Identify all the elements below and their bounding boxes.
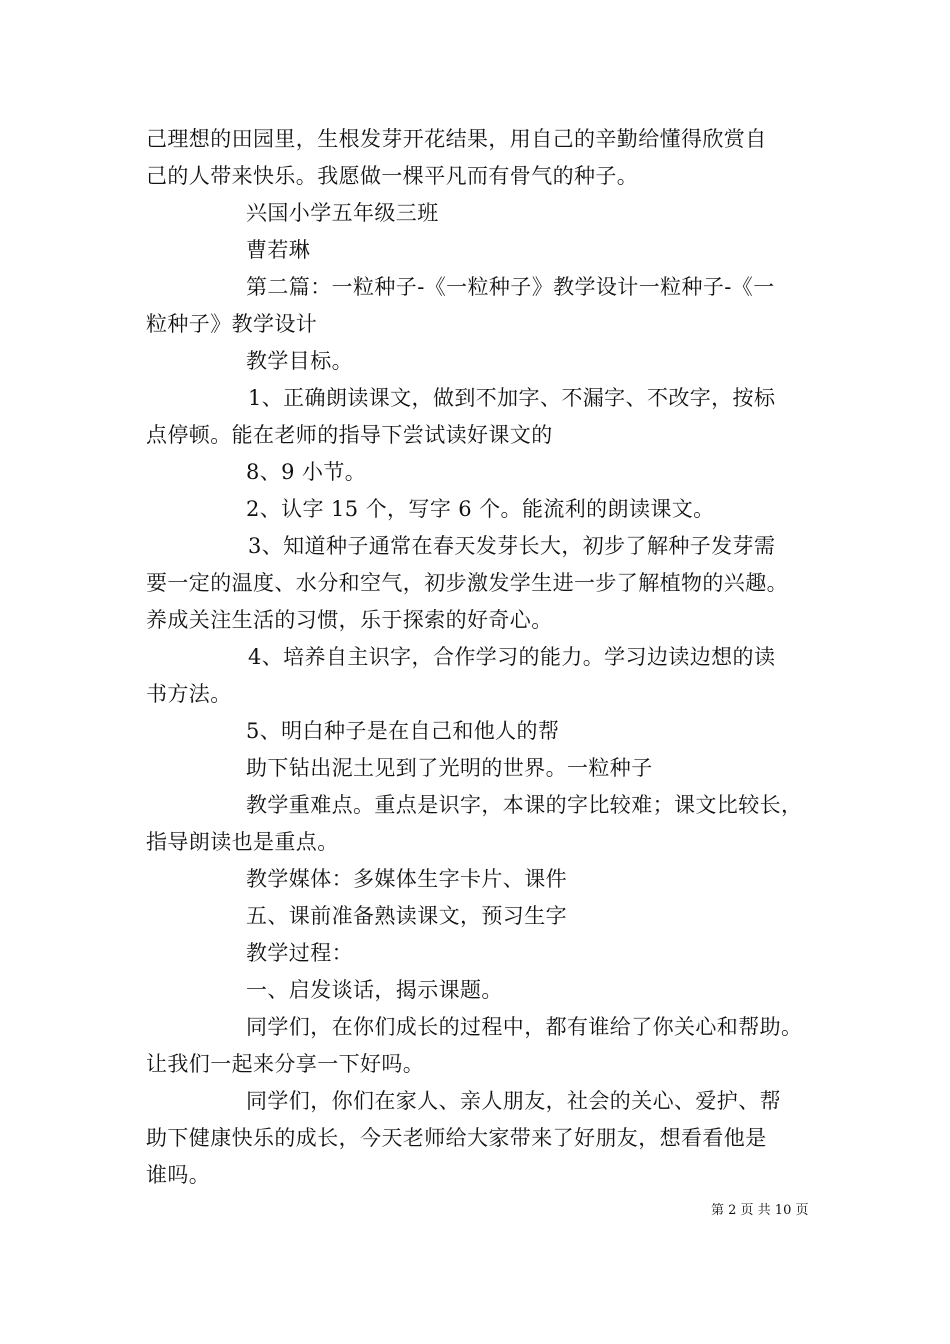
text-line: 一、启发谈话，揭示课题。 [246, 978, 503, 1002]
text-line: 同学们，你们在家人、亲人朋友，社会的关心、爱护、帮 [246, 1089, 781, 1113]
text-line: 己理想的田园里，生根发芽开花结果，用自己的辛勤给懂得欣赏自 [146, 127, 767, 151]
text-line: 书方法。 [146, 682, 232, 706]
text-line: 要一定的温度、水分和空气，初步激发学生进一步了解植物的兴趣。 [146, 571, 788, 595]
section-title-line: 粒种子》教学设计 [146, 312, 318, 336]
text-line: 助下钻出泥土见到了光明的世界。一粒种子 [246, 756, 653, 780]
text-line: 同学们，在你们成长的过程中，都有谁给了你关心和帮助。 [246, 1015, 803, 1039]
text-line: 养成关注生活的习惯，乐于探索的好奇心。 [146, 608, 553, 632]
text-line: 指导朗读也是重点。 [146, 830, 339, 854]
section-title-line: 第二篇：一粒种子-《一粒种子》教学设计一粒种子-《一 [246, 275, 775, 299]
text-line: 2、认字 15 个，写字 6 个。能流利的朗读课文。 [246, 497, 715, 521]
text-line: 点停顿。能在老师的指导下尝试读好课文的 [146, 423, 553, 447]
text-line: 助下健康快乐的成长，今天老师给大家带来了好朋友，想看看他是 [146, 1126, 767, 1150]
text-line: 3、知道种子通常在春天发芽长大，初步了解种子发芽需 [248, 534, 776, 558]
text-line: 4、培养自主识字，合作学习的能力。学习边读边想的读 [248, 645, 776, 669]
text-line: 教学重难点。重点是识字，本课的字比较难；课文比较长， [246, 793, 803, 817]
text-line: 8、9 小节。 [246, 460, 367, 484]
text-line: 己的人带来快乐。我愿做一棵平凡而有骨气的种子。 [146, 164, 639, 188]
text-line: 让我们一起来分享一下好吗。 [146, 1052, 425, 1076]
text-line: 教学媒体：多媒体生字卡片、课件 [246, 867, 567, 891]
text-line: 1、正确朗读课文，做到不加字、不漏字、不改字，按标 [248, 386, 776, 410]
text-line: 5、明白种子是在自己和他人的帮 [246, 719, 560, 743]
text-line: 五、课前准备熟读课文，预习生字 [246, 904, 567, 928]
school-class-line: 兴国小学五年级三班 [246, 201, 439, 225]
text-line: 教学目标。 [246, 349, 353, 373]
text-line: 谁吗。 [146, 1163, 211, 1187]
page-number-footer: 第 2 页 共 10 页 [711, 1203, 809, 1218]
author-name-line: 曹若琳 [246, 238, 311, 262]
text-line: 教学过程： [246, 941, 353, 965]
